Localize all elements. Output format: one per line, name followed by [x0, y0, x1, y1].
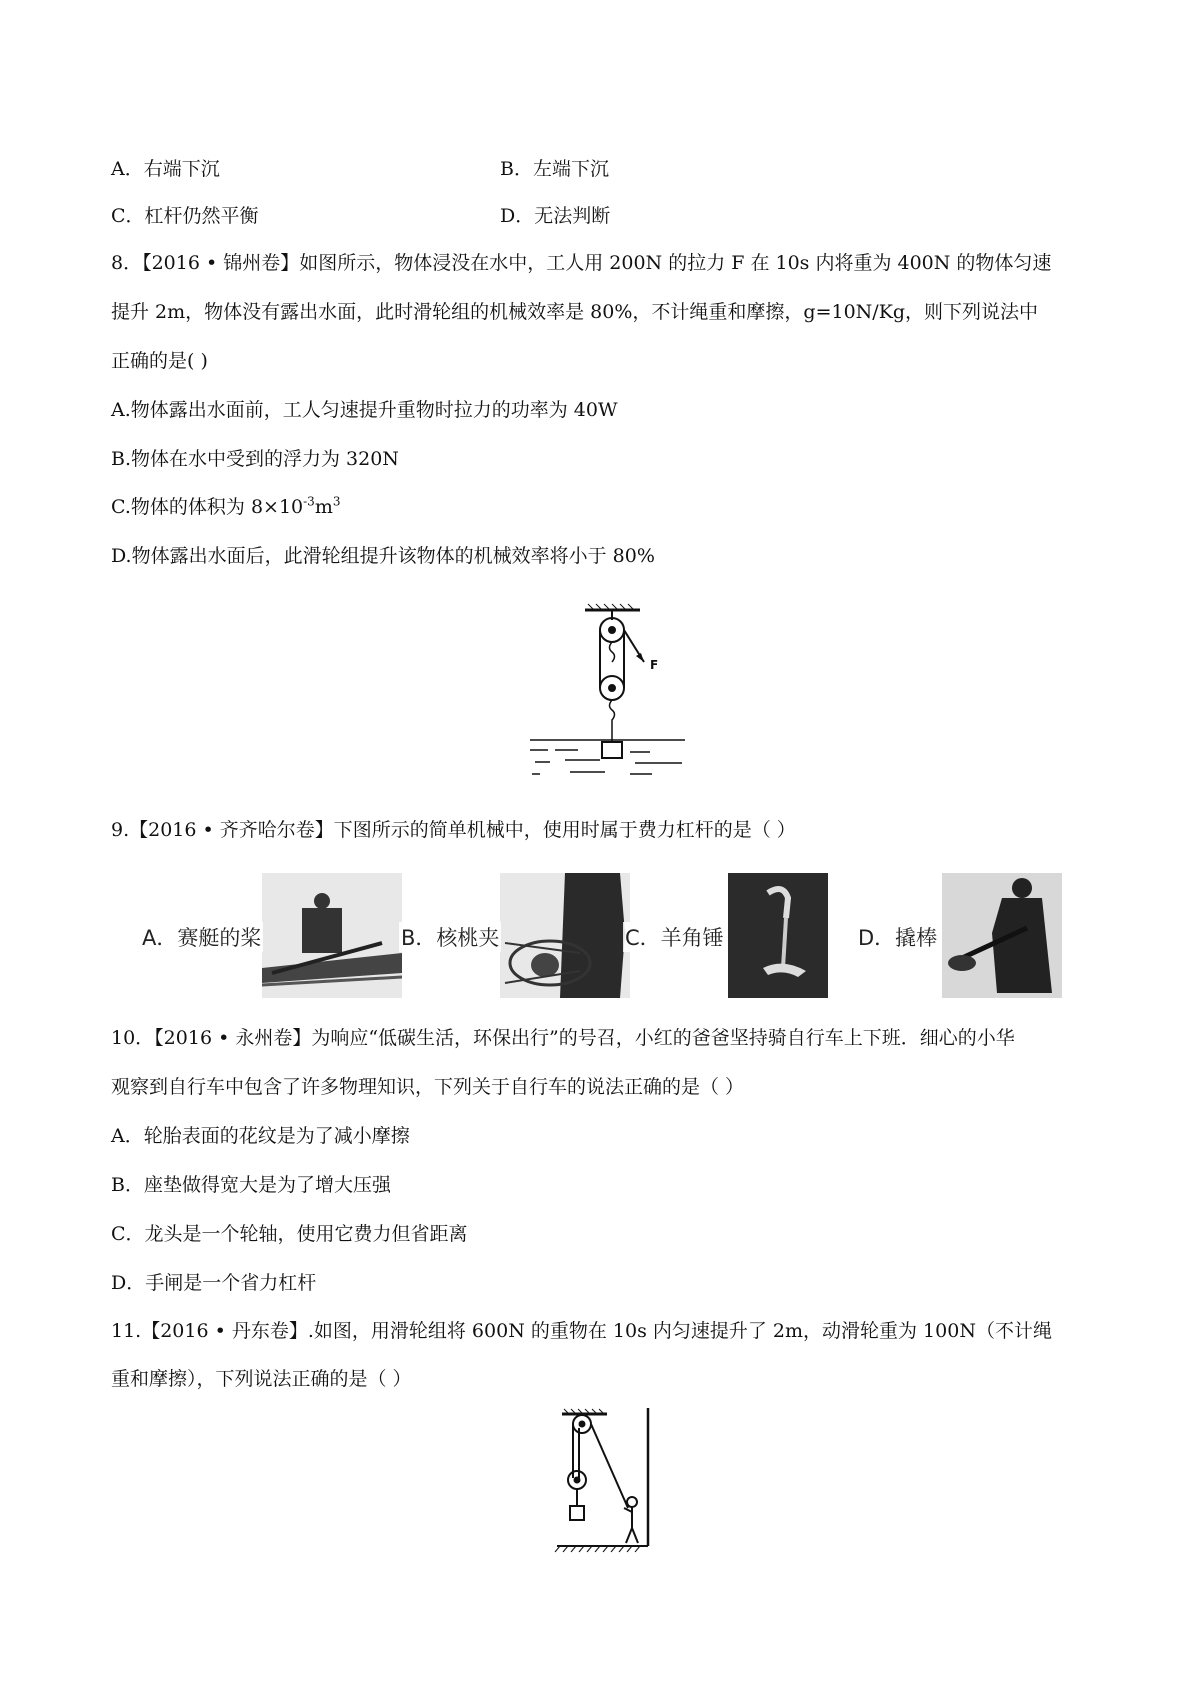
q7-option-b: B．左端下沉: [500, 158, 609, 180]
q8-stem-line-3: 正确的是( ): [111, 350, 208, 372]
q9-photo-claw-hammer: [728, 873, 828, 998]
q8-option-c-exponent: -3: [303, 494, 315, 509]
q8-option-c-text: C.物体的体积为 8×10: [111, 496, 304, 518]
q9-option-d-label: D．撬棒: [856, 922, 939, 952]
q7-options-row-2: [111, 203, 611, 229]
q8-pulley-figure: [510, 600, 700, 780]
q9-photo-rowing-oar: [262, 873, 402, 998]
q10-option-a: A．轮胎表面的花纹是为了减小摩擦: [111, 1125, 410, 1147]
q8-stem-line-2: 提升 2m，物体没有露出水面，此时滑轮组的机械效率是 80%，不计绳重和摩擦，g=10N/Kg，则下列说法中: [111, 301, 1039, 323]
q8-option-d: D.物体露出水面后，此滑轮组提升该物体的机械效率将小于 80%: [111, 545, 655, 567]
q7-option-c: C．杠杆仍然平衡: [111, 205, 259, 227]
q10-stem-line-2: 观察到自行车中包含了许多物理知识，下列关于自行车的说法正确的是（ ）: [111, 1076, 745, 1098]
q11-stem-line-1: 11.【2016 • 丹东卷】.如图，用滑轮组将 600N 的重物在 10s 内匀速提升了 2m，动滑轮重为 100N（不计绳: [111, 1320, 1052, 1342]
q9-option-a-label: A．赛艇的桨: [140, 922, 263, 952]
q9-photo-nutcracker: [500, 873, 630, 998]
q11-stem-line-2: 重和摩擦），下列说法正确的是（ ）: [111, 1368, 412, 1390]
q8-stem-line-1: 8．【2016 • 锦州卷】如图所示，物体浸没在水中，工人用 200N 的拉力 F 在 10s 内将重为 400N 的物体匀速: [111, 252, 1052, 274]
q8-option-a: A.物体露出水面前，工人匀速提升重物时拉力的功率为 40W: [111, 399, 618, 421]
q9-option-b-label: B．核桃夹: [399, 922, 501, 952]
q9-stem: 9.【2016 • 齐齐哈尔卷】下图所示的简单机械中，使用时属于费力杠杆的是（ ）: [111, 819, 796, 841]
q8-force-label: F: [650, 658, 659, 672]
q7-options-row-1: [111, 156, 609, 182]
q10-stem-line-1: 10．【2016 • 永州卷】为响应“低碳生活，环保出行”的号召，小红的爸爸坚持骑自行车上下班．细心的小华: [111, 1027, 1015, 1049]
q8-option-b: B.物体在水中受到的浮力为 320N: [111, 448, 399, 470]
q7-option-d: D．无法判断: [500, 205, 611, 227]
q11-pulley-figure: [552, 1408, 662, 1553]
q9-option-c-label: C．羊角锤: [623, 922, 726, 952]
q8-option-c-unit-exponent: 3: [332, 494, 341, 509]
q8-option-c-unit: m: [314, 496, 333, 518]
q9-photo-crowbar: [942, 873, 1062, 998]
q10-option-b: B．座垫做得宽大是为了增大压强: [111, 1174, 391, 1196]
q8-option-c: [111, 494, 341, 520]
q10-option-d: D．手闸是一个省力杠杆: [111, 1272, 317, 1294]
q10-option-c: C．龙头是一个轮轴，使用它费力但省距离: [111, 1223, 468, 1245]
q7-option-a: A．右端下沉: [111, 158, 220, 180]
